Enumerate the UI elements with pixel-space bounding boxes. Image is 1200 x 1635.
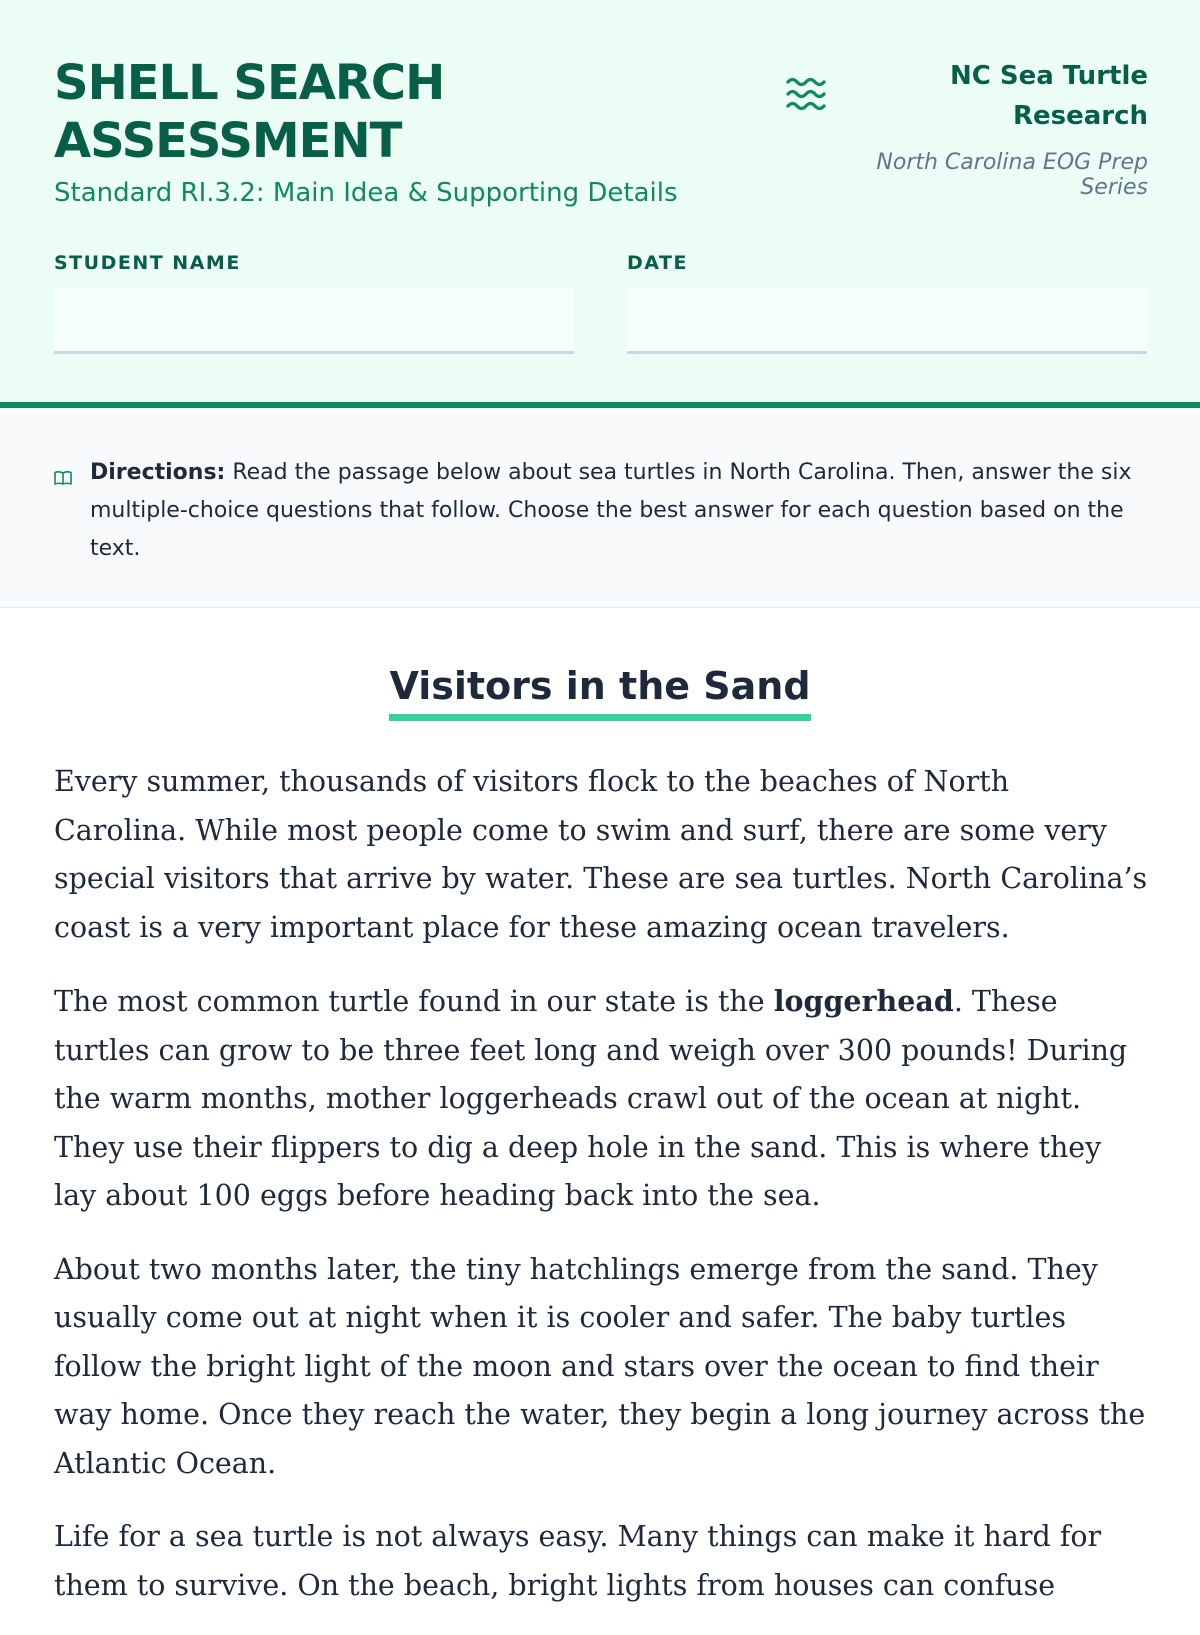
waves-icon xyxy=(784,74,828,114)
date-field xyxy=(627,252,1147,354)
title-line-2: ASSESSMENT xyxy=(54,113,402,169)
passage-title: Visitors in the Sand xyxy=(389,662,810,721)
vocab-term: loggerhead xyxy=(773,984,954,1018)
assessment-header xyxy=(0,0,1200,408)
book-icon xyxy=(54,470,72,486)
student-name-input[interactable] xyxy=(54,288,574,354)
student-name-label: STUDENT NAME xyxy=(54,252,241,274)
reading-passage xyxy=(54,758,1150,1635)
series-name: North Carolina EOG Prep Series xyxy=(876,150,1148,200)
passage-paragraph-3: About two months later, the tiny hatchlings emerge from the sand. They usually come out at night when it is cooler and safer. The baby turtles follow the bright light of the moon and stars over the ocean to find their way home. Once they reach the water, they begin a long journey across the Atlantic Ocean. xyxy=(54,1252,1146,1480)
assessment-title xyxy=(54,54,714,170)
directions-body: Read the passage below about sea turtles in North Carolina. Then, answer the six multiple-choice questions that follow. Choose the best answer for each question based on the text. xyxy=(90,460,1132,561)
directions-label: Directions: xyxy=(90,460,226,485)
passage-title-wrap xyxy=(0,662,1200,721)
title-line-1: SHELL SEARCH xyxy=(54,55,445,111)
title-block xyxy=(54,54,714,208)
date-input[interactable] xyxy=(627,288,1147,354)
organization-name: NC Sea Turtle Research xyxy=(949,61,1148,131)
student-name-field xyxy=(54,252,574,354)
passage-paragraph-4: Life for a sea turtle is not always easy. Many things can make it hard for them to survive. On the beach, bright lights from houses can confuse xyxy=(54,1520,1102,1602)
passage-paragraph-1: Every summer, thousands of visitors flock to the beaches of North Carolina. While most people come to swim and surf, there are some very special visitors that arrive by water. These are sea turtles. North Carolina’s coast is a very important place for these amazing ocean travelers. xyxy=(54,765,1148,944)
date-label: DATE xyxy=(627,252,688,274)
directions-text xyxy=(90,454,1150,568)
organization-block xyxy=(828,56,1148,200)
passage-paragraph-2: The most common turtle found in our state is the loggerhead. These turtles can grow to be three feet long and weigh over 300 pounds! During the warm months, mother loggerheads crawl out of the ocean at night. They use their flippers to dig a deep hole in the sand. This is where they lay about 100 eggs before heading back into the sea. xyxy=(54,984,1128,1212)
standard-subtitle: Standard RI.3.2: Main Idea & Supporting Details xyxy=(54,178,678,208)
